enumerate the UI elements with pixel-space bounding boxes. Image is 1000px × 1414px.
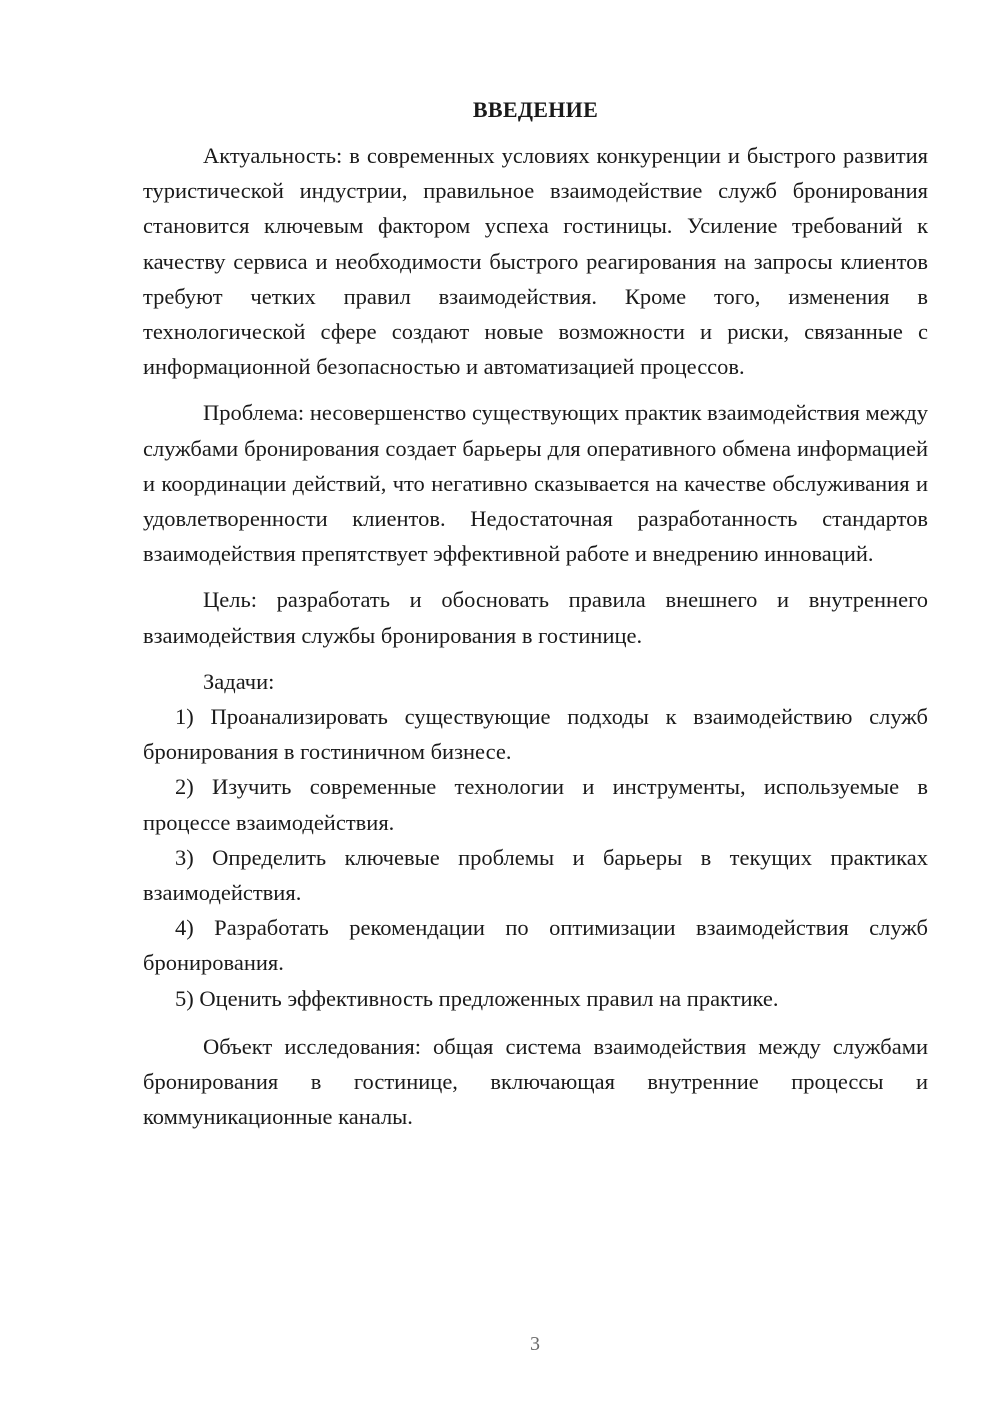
task-item: 2) Изучить современные технологии и инструменты, используемые в процессе взаимодействия. (143, 774, 928, 835)
relevance-paragraph: Актуальность: в современных условиях конкуренции и быстрого развития туристической индустрии, правильное взаимодействие служб бронирования становится ключевым фактором успеха гостиницы. Усиление требований к качеству сервиса и необходимости быстрого реагирования на запросы клиентов требуют четких правил взаимодействия. Кроме того, изменения в технологической сфере создают новые возможности и риски, связанные с информационной безопасностью и автоматизацией процессов. (143, 143, 928, 380)
task-item: 3) Определить ключевые проблемы и барьеры в текущих практиках взаимодействия. (143, 844, 928, 906)
task-item: 4) Разработать рекомендации по оптимизации взаимодействия служб бронирования. (143, 915, 928, 976)
document-page (143, 92, 928, 1134)
task-item: 5) Оценить эффективность предложенных правил на практике. (175, 985, 779, 1011)
object-paragraph: Объект исследования: общая система взаимодействия между службами бронирования в гостинице, включающая внутренние процессы и коммуникационные каналы. (143, 1033, 928, 1130)
goal-paragraph: Цель: разработать и обосновать правила внешнего и внутреннего взаимодействия службы бронирования в гостинице. (143, 587, 928, 648)
page-number: 3 (530, 1333, 540, 1355)
tasks-heading: Задачи: (203, 668, 275, 694)
task-item: 1) Проанализировать существующие подходы к взаимодействию служб бронирования в гостиничном бизнесе. (143, 704, 928, 765)
problem-paragraph: Проблема: несовершенство существующих практик взаимодействия между службами бронирования создает барьеры для оперативного обмена информацией и координации действий, что негативно сказывается на качестве обслуживания и удовлетворенности клиентов. Недостаточная разработанность стандартов взаимодействия препятствует эффективной работе и внедрению инноваций. (143, 400, 928, 567)
page-title: ВВЕДЕНИЕ (472, 97, 599, 122)
